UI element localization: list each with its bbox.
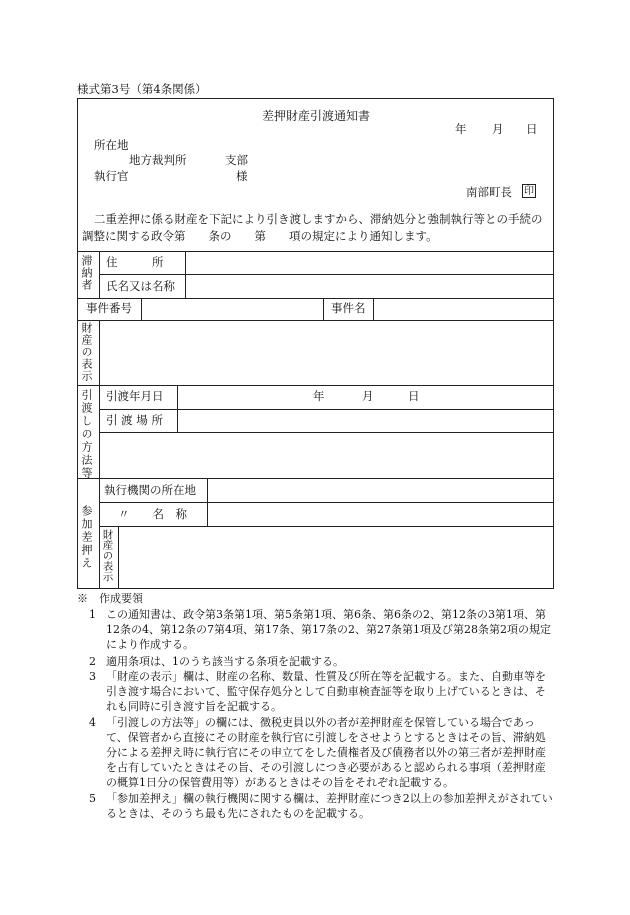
row-divider: [99, 526, 554, 527]
col-divider: [99, 478, 100, 589]
row-divider: [99, 432, 554, 433]
note-item: 「財産の表示」欄は、財産の名称、数量、性質及び所在等を記載する。また、自動車等を引き渡す場合において、監守保存処分として自動車検査証等を取り上げているときは、それも同時に引き渡す旨を記載する。: [106, 670, 546, 713]
case-name-label: 事件名: [331, 301, 366, 315]
agency-location-label: 執行機関の所在地: [104, 483, 196, 497]
date-year: 年: [455, 122, 467, 136]
delivery-method-label: 引渡しの方法等: [80, 389, 93, 480]
seal-stamp: 印: [524, 186, 534, 197]
delivery-date-year: 年: [313, 389, 325, 403]
col-divider: [99, 251, 100, 298]
delivery-date-day: 日: [408, 389, 420, 403]
property-display-label: 財産の表示: [80, 322, 93, 382]
sender-name: 南部町長: [466, 185, 512, 199]
delinquent-label: 滞納者: [80, 255, 93, 291]
row-divider: [99, 274, 554, 275]
col-divider: [323, 298, 324, 320]
col-divider: [141, 298, 142, 320]
notes-heading: ※ 作成要領: [77, 592, 143, 605]
body-text-line-2: 調整に関する政令第 条の 第 項の規定により通知します。: [82, 229, 438, 243]
col-divider: [118, 526, 119, 589]
row-divider: [77, 298, 554, 299]
note-number: 5: [89, 792, 96, 805]
form-id: 様式第3号（第4条関係）: [77, 82, 207, 96]
row-divider: [77, 251, 554, 252]
delivery-date-label: 引渡年月日: [106, 389, 164, 403]
note-item: 適用条項は、1のうち該当する条項を記載する。: [106, 655, 344, 668]
col-divider: [99, 320, 100, 385]
name-label: 氏名又は名称: [106, 279, 175, 293]
document-title: 差押財産引渡通知書: [262, 109, 371, 123]
delivery-place-label: 引 渡 場 所: [106, 413, 163, 427]
case-number-label: 事件番号: [86, 301, 132, 315]
addressee-honorific: 様: [236, 169, 248, 183]
addressee-location: 所在地: [94, 138, 129, 152]
addressee-court: 地方裁判所: [129, 153, 187, 167]
addressee-officer: 執行官: [94, 169, 129, 183]
col-divider: [177, 385, 178, 432]
row-divider: [77, 385, 554, 386]
col-divider: [207, 478, 208, 526]
row-divider: [77, 478, 554, 479]
address-label: 住 所: [106, 255, 164, 269]
note-item: 「引渡しの方法等」の欄には、徴税吏員以外の者が差押財産を保管している場合であって、保管者から直接にその財産を執行官に引渡しをさせようとするときはその旨、滞納処分による差押え時に執行官にその申立てをした債権者及び債務者以外の第三者が差押財産を占有していたときはその旨、その引渡しにつき必要があると認められる事項（差押財産の概算1日分の保管費用等）があるときはその旨をそれぞれ記載する。: [106, 716, 546, 789]
col-divider: [373, 298, 374, 320]
row-divider: [99, 409, 554, 410]
row-divider: [77, 320, 554, 321]
row-divider: [99, 502, 554, 503]
note-number: 4: [89, 716, 96, 729]
note-item: 「参加差押え」欄の執行機関に関する欄は、差押財産につき2以上の参加差押えがされているときは、そのうち最も先にされたものを記載する。: [106, 792, 553, 820]
delivery-date-month: 月: [362, 389, 374, 403]
note-number: 1: [89, 608, 96, 621]
participation-property-label: 財産の表示: [101, 529, 114, 582]
col-divider: [99, 385, 100, 478]
note-number: 2: [89, 655, 96, 668]
addressee-branch: 支部: [225, 153, 248, 167]
col-divider: [185, 251, 186, 298]
body-text-line-1: 二重差押に係る財産を下記により引き渡しますから、滞納処分と強制執行等との手続の: [94, 212, 543, 226]
date-month: 月: [492, 122, 504, 136]
agency-name-label: 〃 名 称: [118, 507, 187, 521]
note-number: 3: [89, 670, 96, 683]
note-item: この通知書は、政令第3条第1項、第5条第1項、第6条、第6条の2、第12条の3第1項、第12条の4、第12条の7第4項、第17条、第17条の2、第27条第1項及び第28条第2項の規定により作成する。: [106, 608, 551, 651]
date-day: 日: [526, 122, 538, 136]
participation-label: 参加差押え: [80, 505, 93, 570]
